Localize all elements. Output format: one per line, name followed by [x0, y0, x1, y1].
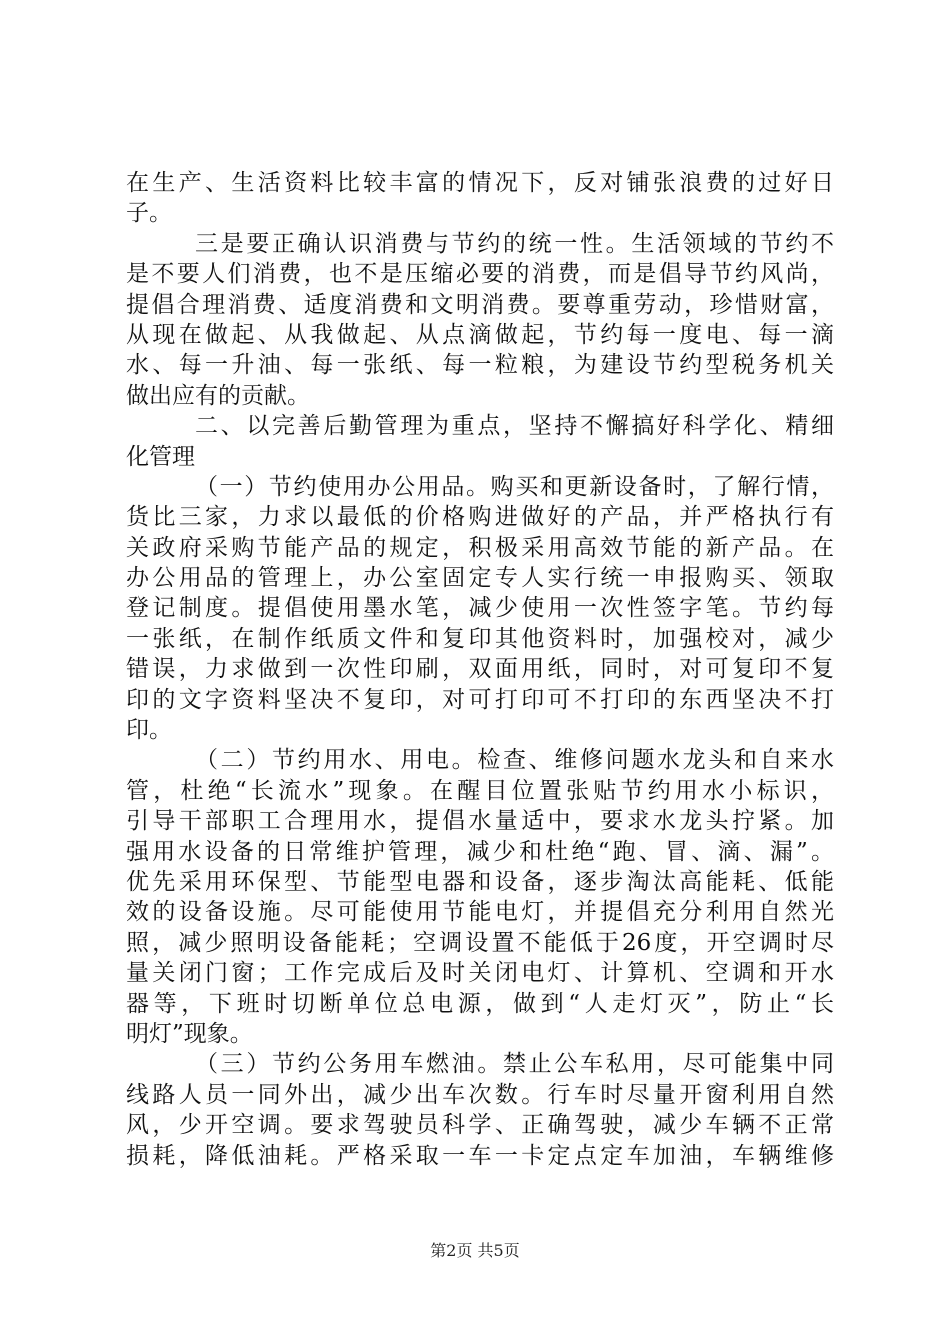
text-line: 线路人员一同外出，减少出车次数。行车时尽量开窗利用自然: [126, 1081, 834, 1108]
text-line: 效的设备设施。尽可能使用节能电灯，并提倡充分利用自然光: [126, 899, 834, 926]
text-line: 是不要人们消费，也不是压缩必要的消费，而是倡导节约风尚，: [126, 261, 834, 288]
text-line: 明灯”现象。: [126, 1020, 253, 1047]
text-line: 强用水设备的日常维护管理，减少和杜绝“跑、冒、滴、漏”。: [126, 838, 834, 865]
page-footer: 第2页 共5页: [430, 1241, 520, 1260]
document-body: [126, 168, 834, 1171]
text-line: 登记制度。提倡使用墨水笔，减少使用一次性签字笔。节约每: [126, 595, 834, 622]
text-line: 二、以完善后勤管理为重点，坚持不懈搞好科学化、精细: [195, 413, 834, 440]
text-line: （二）节约用水、用电。检查、维修问题水龙头和自来水: [195, 747, 834, 774]
text-line: 从现在做起、从我做起、从点滴做起，节约每一度电、每一滴: [126, 321, 834, 348]
text-line: 引导干部职工合理用水，提倡水量适中，要求水龙头拧紧。加: [126, 808, 834, 835]
text-line: 三是要正确认识消费与节约的统一性。生活领域的节约不: [195, 230, 834, 257]
text-line: 优先采用环保型、节能型电器和设备，逐步淘汰高能耗、低能: [126, 868, 834, 895]
text-line: 在生产、生活资料比较丰富的情况下，反对铺张浪费的过好日: [126, 170, 834, 196]
text-line: 办公用品的管理上，办公室固定专人实行统一申报购买、领取: [126, 565, 834, 592]
text-line: 做出应有的贡献。: [126, 382, 310, 409]
text-line: 水、每一升油、每一张纸、每一粒粮，为建设节约型税务机关: [126, 352, 834, 379]
text-line: 子。: [126, 200, 172, 227]
text-line: 印。: [126, 717, 172, 744]
text-line: 损耗，降低油耗。严格采取一车一卡定点定车加油，车辆维修: [126, 1142, 834, 1169]
text-line: 错误，力求做到一次性印刷，双面用纸，同时，对可复印不复: [126, 656, 834, 683]
text-line: 印的文字资料坚决不复印，对可打印可不打印的东西坚决不打: [126, 686, 834, 713]
text-line: 关政府采购节能产品的规定，积极采用高效节能的新产品。在: [126, 534, 834, 561]
text-line: （一）节约使用办公用品。购买和更新设备时，了解行情，: [195, 473, 834, 500]
text-line: 一张纸，在制作纸质文件和复印其他资料时，加强校对，减少: [126, 625, 834, 652]
text-line: （三）节约公务用车燃油。禁止公车私用，尽可能集中同: [195, 1051, 834, 1078]
text-line: 风，少开空调。要求驾驶员科学、正确驾驶，减少车辆不正常: [126, 1112, 834, 1139]
text-line: 器等，下班时切断单位总电源，做到“人走灯灭”，防止“长: [126, 990, 834, 1017]
text-line: 提倡合理消费、适度消费和文明消费。要尊重劳动，珍惜财富，: [126, 291, 834, 318]
text-line: 照，减少照明设备能耗；空调设置不能低于26度，开空调时尽: [126, 929, 834, 956]
text-line: 管，杜绝“长流水”现象。在醒目位置张贴节约用水小标识，: [126, 777, 834, 804]
text-line: 货比三家，力求以最低的价格购进做好的产品，并严格执行有: [126, 504, 834, 531]
text-line: 化管理: [126, 443, 195, 470]
text-line: 量关闭门窗；工作完成后及时关闭电灯、计算机、空调和开水: [126, 960, 834, 987]
